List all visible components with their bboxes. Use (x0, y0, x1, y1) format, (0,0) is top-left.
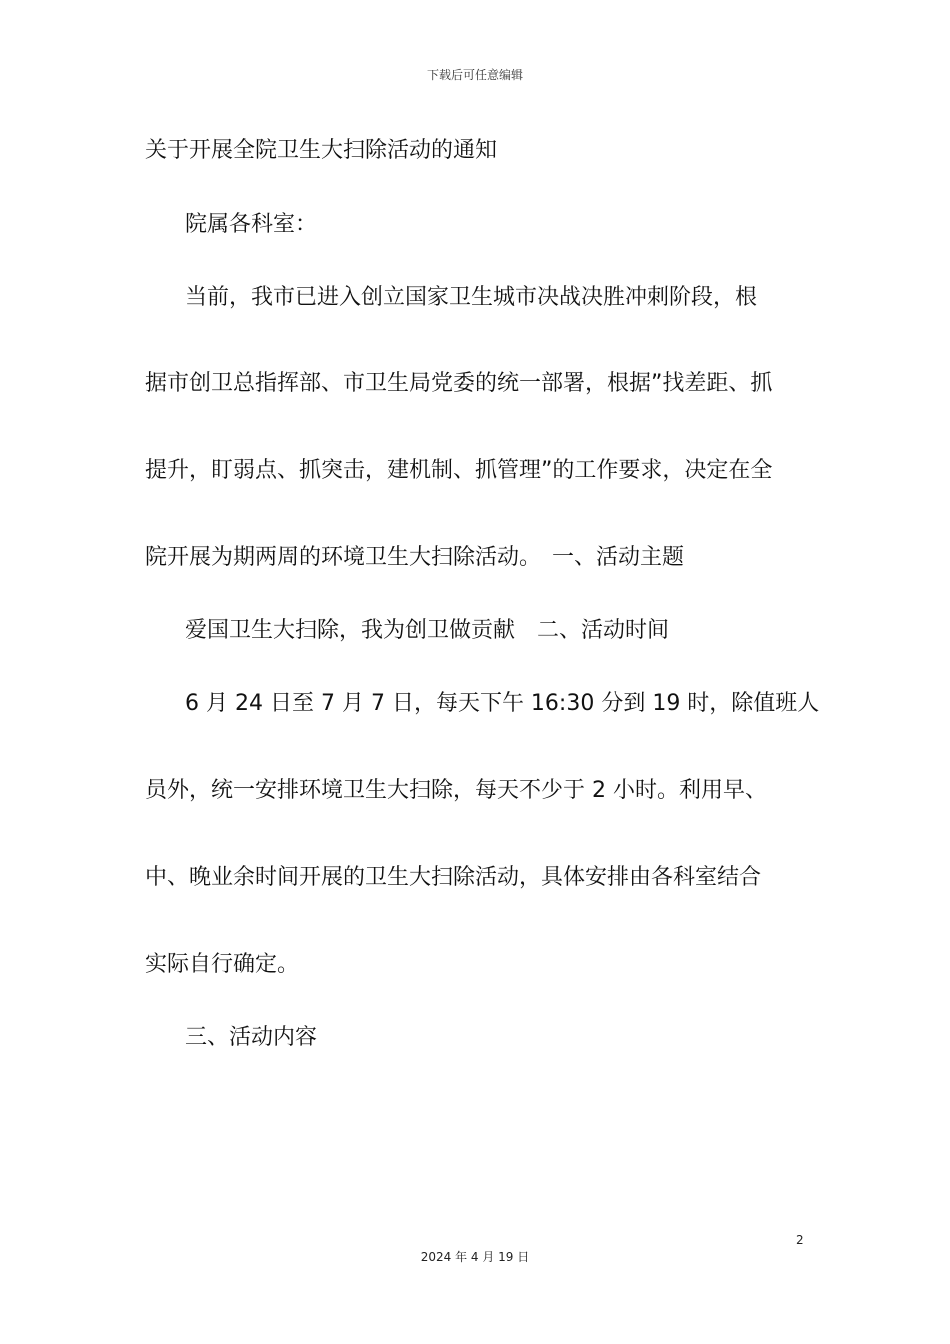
body-line: 员外，统一安排环境卫生大扫除，每天不少于 2 小时。利用早、 (145, 778, 767, 803)
body-line: 据市创卫总指挥部、市卫生局党委的统一部署，根据”找差距、抓 (145, 371, 773, 396)
body-line: 中、晚业余时间开展的卫生大扫除活动，具体安排由各科室结合 (145, 865, 762, 890)
body-line: 院开展为期两周的环境卫生大扫除活动。 一、活动主题 (145, 545, 685, 570)
body-line: 6 月 24 日至 7 月 7 日，每天下午 16:30 分到 19 时，除值班人 (185, 691, 820, 716)
header-note: 下载后可任意编辑 (426, 68, 523, 82)
body-line: 爱国卫生大扫除，我为创卫做贡献 二、活动时间 (185, 618, 670, 643)
page-number: 2 (796, 1233, 804, 1247)
salutation: 院属各科室： (185, 212, 318, 237)
body-line: 提升，盯弱点、抓突击，建机制、抓管理”的工作要求，决定在全 (145, 458, 773, 483)
body-line: 实际自行确定。 (145, 952, 300, 977)
document-title: 关于开展全院卫生大扫除活动的通知 (145, 138, 498, 163)
body-line: 当前，我市已进入创立国家卫生城市决战决胜冲刺阶段，根 (185, 285, 758, 310)
section-heading: 三、活动内容 (185, 1025, 318, 1050)
footer-date: 2024 年 4 月 19 日 (420, 1250, 530, 1264)
